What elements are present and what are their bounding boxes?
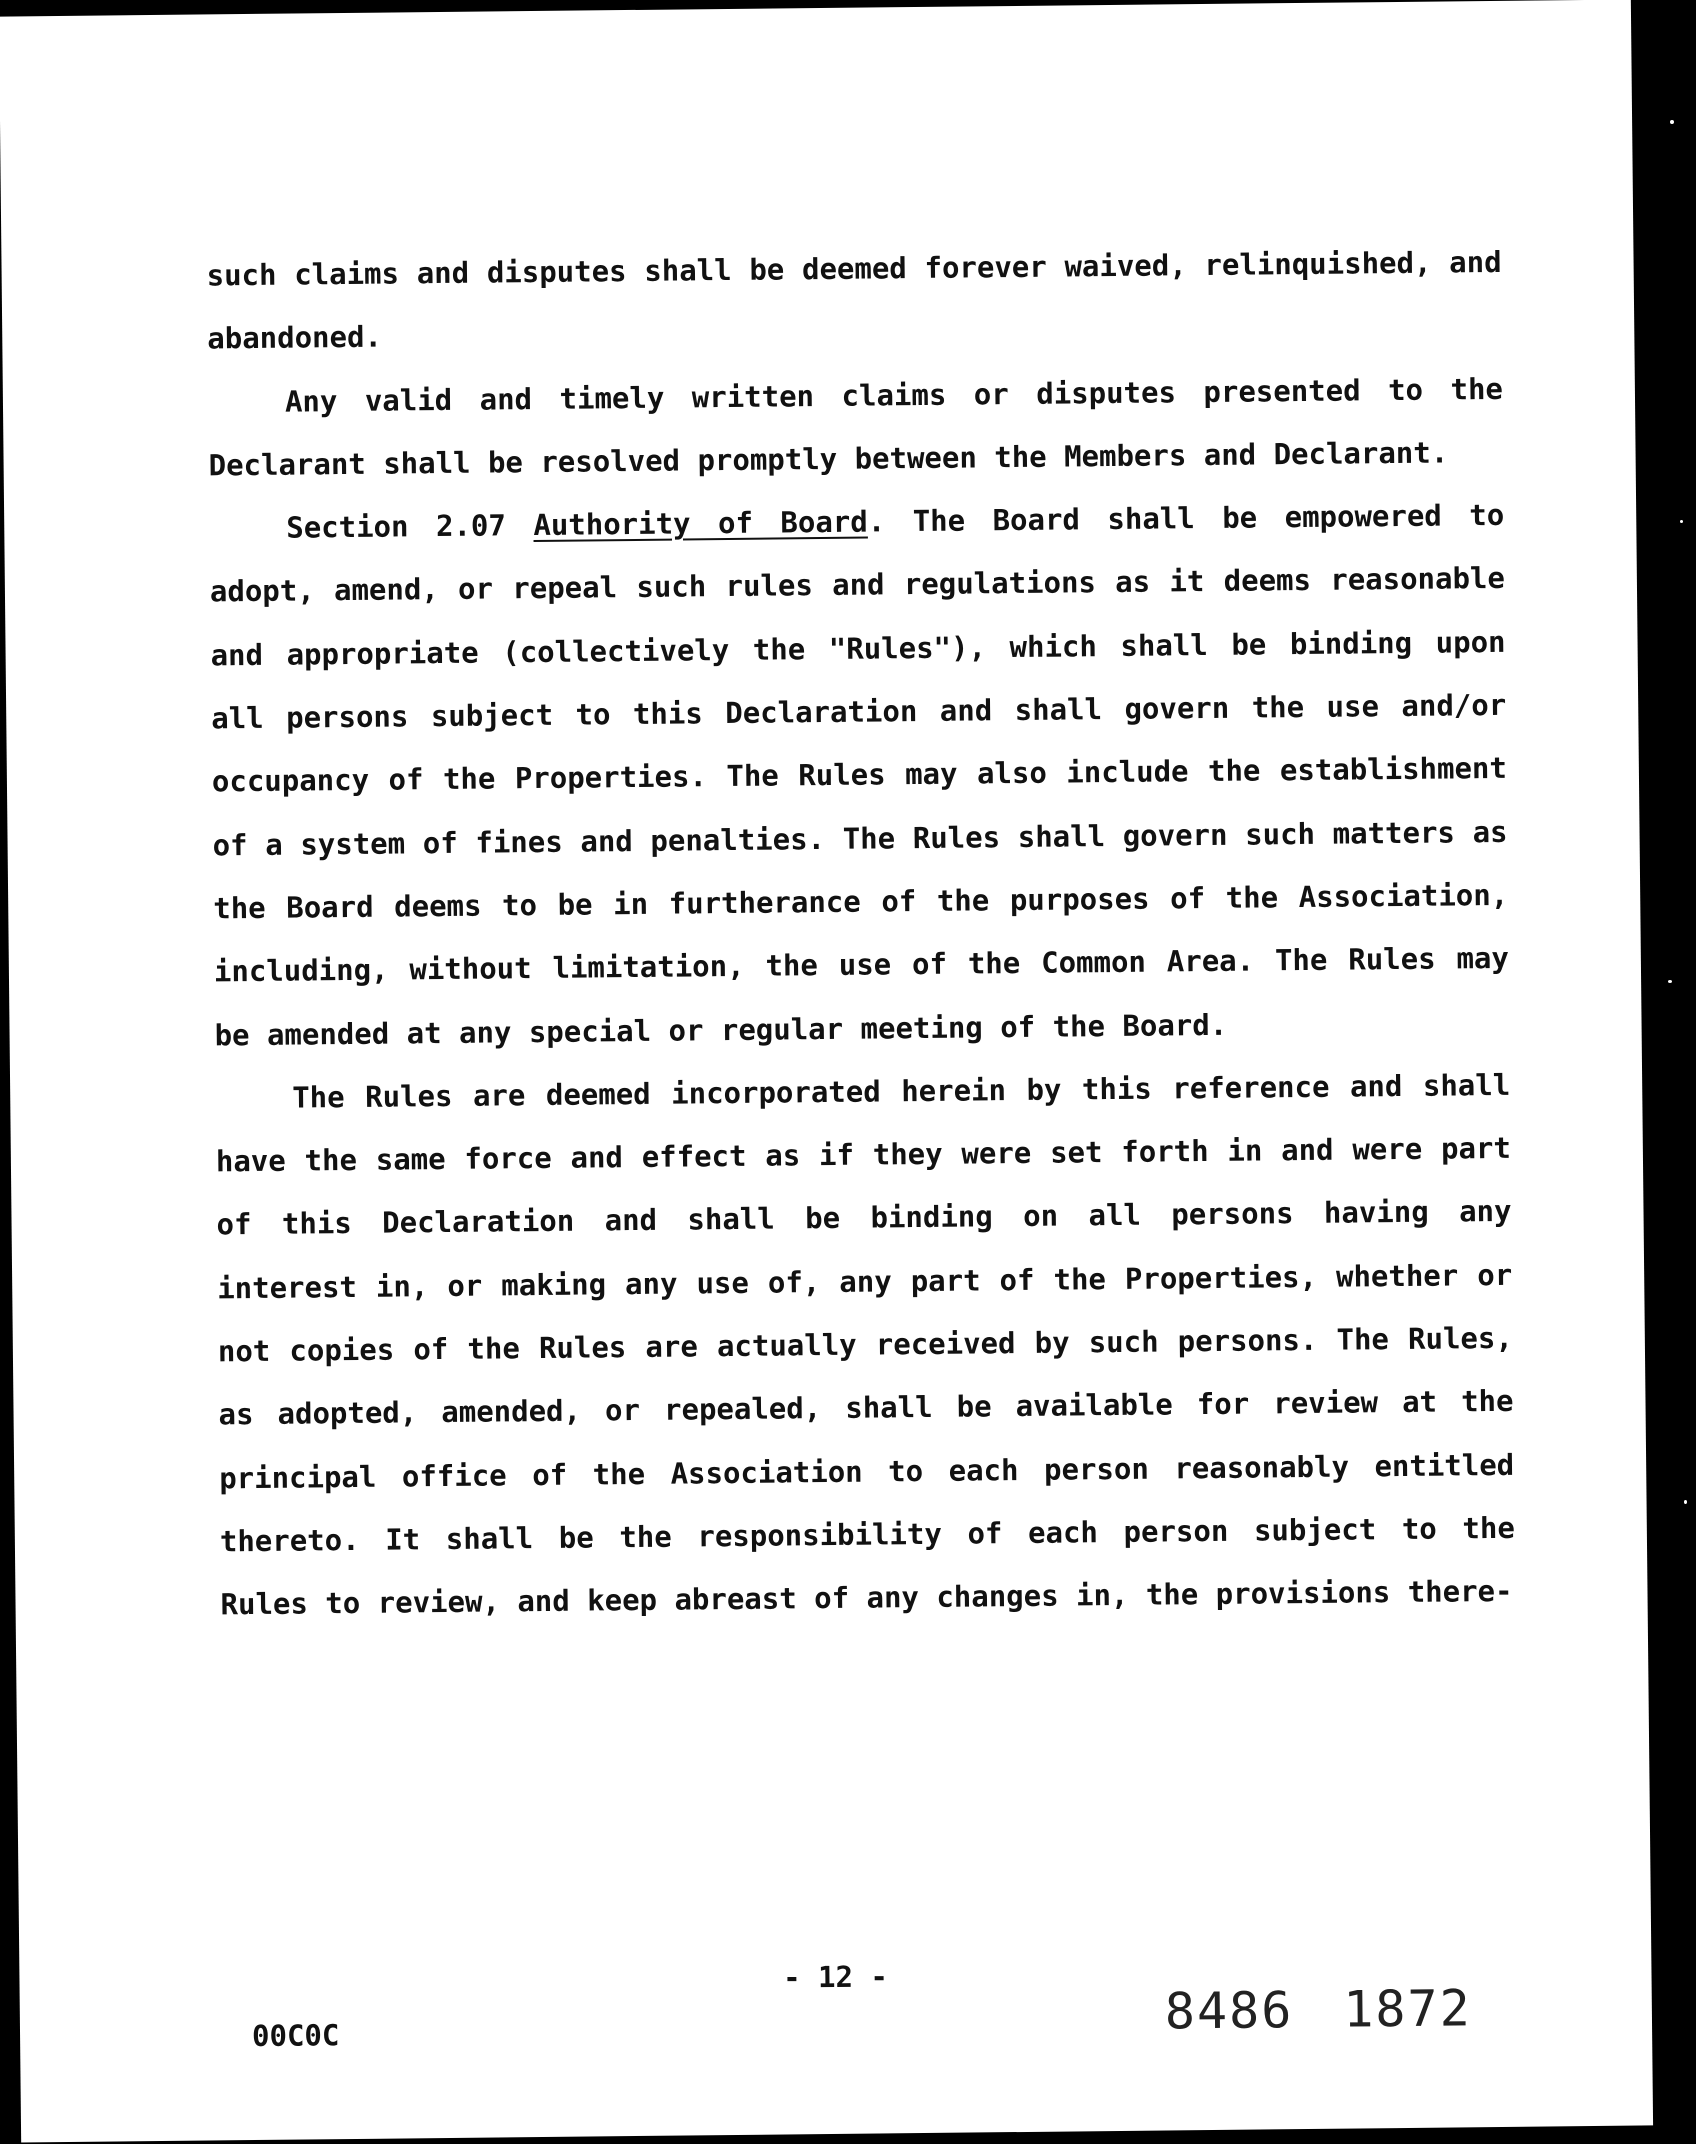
section-heading: Authority of Board (533, 504, 868, 543)
stamp-book-number: 8486 (1164, 1981, 1294, 2041)
section-body: . The Board shall be empowered to adopt, amend, or repeal such rules and regulations as it deems reasonable and appropriate (collectively the "Rules"), which shall be binding upon all persons subject to this Declaration and shall govern the use and/or occupancy of the Properties. The Rules may also include the establishment of a system of fines and penalties. The Rules shall govern such matters as the Board deems to be in furtherance of the purposes of the Association, including, without limitation, the use of the Common Area. The Rules may be amended at any special or regular meeting of the Board. (209, 498, 1510, 1052)
paragraph-claims-waived: such claims and disputes shall be deemed forever waived, relinquished, and abandoned. (206, 244, 1502, 356)
scan-speck (1684, 1500, 1687, 1504)
stamp-page-number: 1872 (1342, 1979, 1472, 2039)
paragraph-section-2-07 (209, 484, 1510, 1067)
section-number: Section 2.07 (286, 508, 507, 545)
document-body (206, 231, 1516, 1637)
book-page-stamp (1165, 1979, 1472, 2040)
paragraph-rules-incorporated: The Rules are deemed incorporated herein by this reference and shall have the same force and effect as if they were set forth in and were part of this Declaration and shall be binding on all persons having any interest in, or making any use of, any part of the Properties, whether or not copies of the Rules are actually received by such persons. The Rules, as adopted, amended, or repealed, shall be available for review at the principal office of the Association to each person reasonably entitled thereto. It shall be the responsibility of each person subject to the Rules to review, and keep abreast of any changes in, the provisions there- (215, 1067, 1515, 1622)
scan-speck (1680, 520, 1683, 523)
document-code: 00C0C (251, 2018, 340, 2054)
paragraph-valid-claims: Any valid and timely written claims or disputes presented to the Declarant shall be resolved promptly between the Members and Declarant. (208, 371, 1504, 483)
page-number: - 12 - (782, 1959, 889, 1995)
scan-speck (1670, 120, 1674, 124)
scan-speck (1668, 980, 1672, 983)
